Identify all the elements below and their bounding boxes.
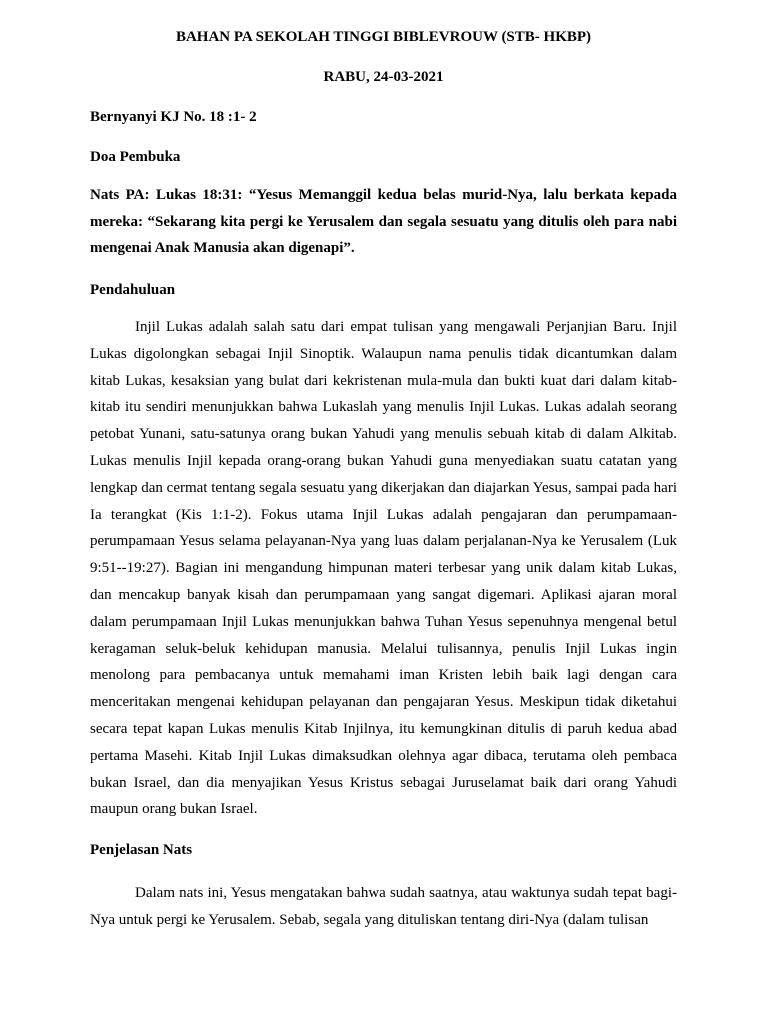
explanation-paragraph: Dalam nats ini, Yesus mengatakan bahwa sudah saatnya, atau waktunya sudah tepat bagi-Nya untuk pergi ke Yerusalem. Sebab, segala yang dituliskan tentang diri-Nya (dalam tulisan — [90, 885, 677, 928]
nats-passage: Nats PA: Lukas 18:31: “Yesus Memanggil kedua belas murid-Nya, lalu berkata kepada mereka: “Sekarang kita pergi ke Yerusalem dan segala sesuatu yang ditulis oleh para nabi mengenai Anak Manusia akan digenapi”. — [90, 187, 677, 257]
document-title: BAHAN PA SEKOLAH TINGGI BIBLEVROUW (STB- HKBP) — [175, 29, 592, 45]
explanation-heading: Penjelasan Nats — [90, 842, 193, 858]
document-date: RABU, 24-03-2021 — [323, 69, 444, 85]
intro-heading: Pendahuluan — [90, 282, 176, 298]
opening-prayer-heading: Doa Pembuka — [90, 149, 181, 165]
intro-paragraph: Injil Lukas adalah salah satu dari empat tulisan yang mengawali Perjanjian Baru. Injil Lukas digolongkan sebagai Injil Sinoptik. Walaupun nama penulis tidak dicantumkan dalam kitab Lukas, kesaksian yang bulat dari kekristenan mula-mula dan bukti kuat dari dalam kitab-kitab itu sendiri menunjukkan bahwa Lukaslah yang menulis Injil Lukas. Lukas adalah seorang petobat Yunani, satu-satunya orang bukan Yahudi yang menulis sebuah kitab di dalam Alkitab. Lukas menulis Injil kepada orang-orang bukan Yahudi guna menyediakan suatu catatan yang lengkap dan cermat tentang segala sesuatu yang dikerjakan dan diajarkan Yesus, sampai pada hari Ia terangkat (Kis 1:1-2). Fokus utama Injil Lukas adalah pengajaran dan perumpamaan-perumpamaan Yesus selama pelayanan-Nya yang luas dalam perjalanan-Nya ke Yerusalem (Luk 9:51--19:27). Bagian ini mengandung himpunan materi terbesar yang unik dalam kitab Lukas, dan mencakup banyak kisah dan perumpamaan yang sangat digemari. Aplikasi ajaran moral dalam perumpamaan Injil Lukas menunjukkan bahwa Tuhan Yesus sepenuhnya mengenal betul keragaman seluk-beluk kehidupan manusia. Melalui tulisannya, penulis Injil Lukas ingin menolong para pembacanya untuk memahami iman Kristen lebih baik lagi dengan cara menceritakan mengenai kehidupan pelayanan dan pengajaran Yesus. Meskipun tidak diketahui secara tepat kapan Lukas menulis Kitab Injilnya, itu kemungkinan ditulis di paruh kedua abad pertama Masehi. Kitab Injil Lukas dimaksudkan olehnya agar dibaca, terutama oleh pembaca bukan Israel, dan dia menyajikan Yesus Kristus sebagai Juruselamat baik dari orang Yahudi maupun orang bukan Israel. — [90, 319, 677, 818]
song-line: Bernyanyi KJ No. 18 :1- 2 — [90, 109, 257, 125]
